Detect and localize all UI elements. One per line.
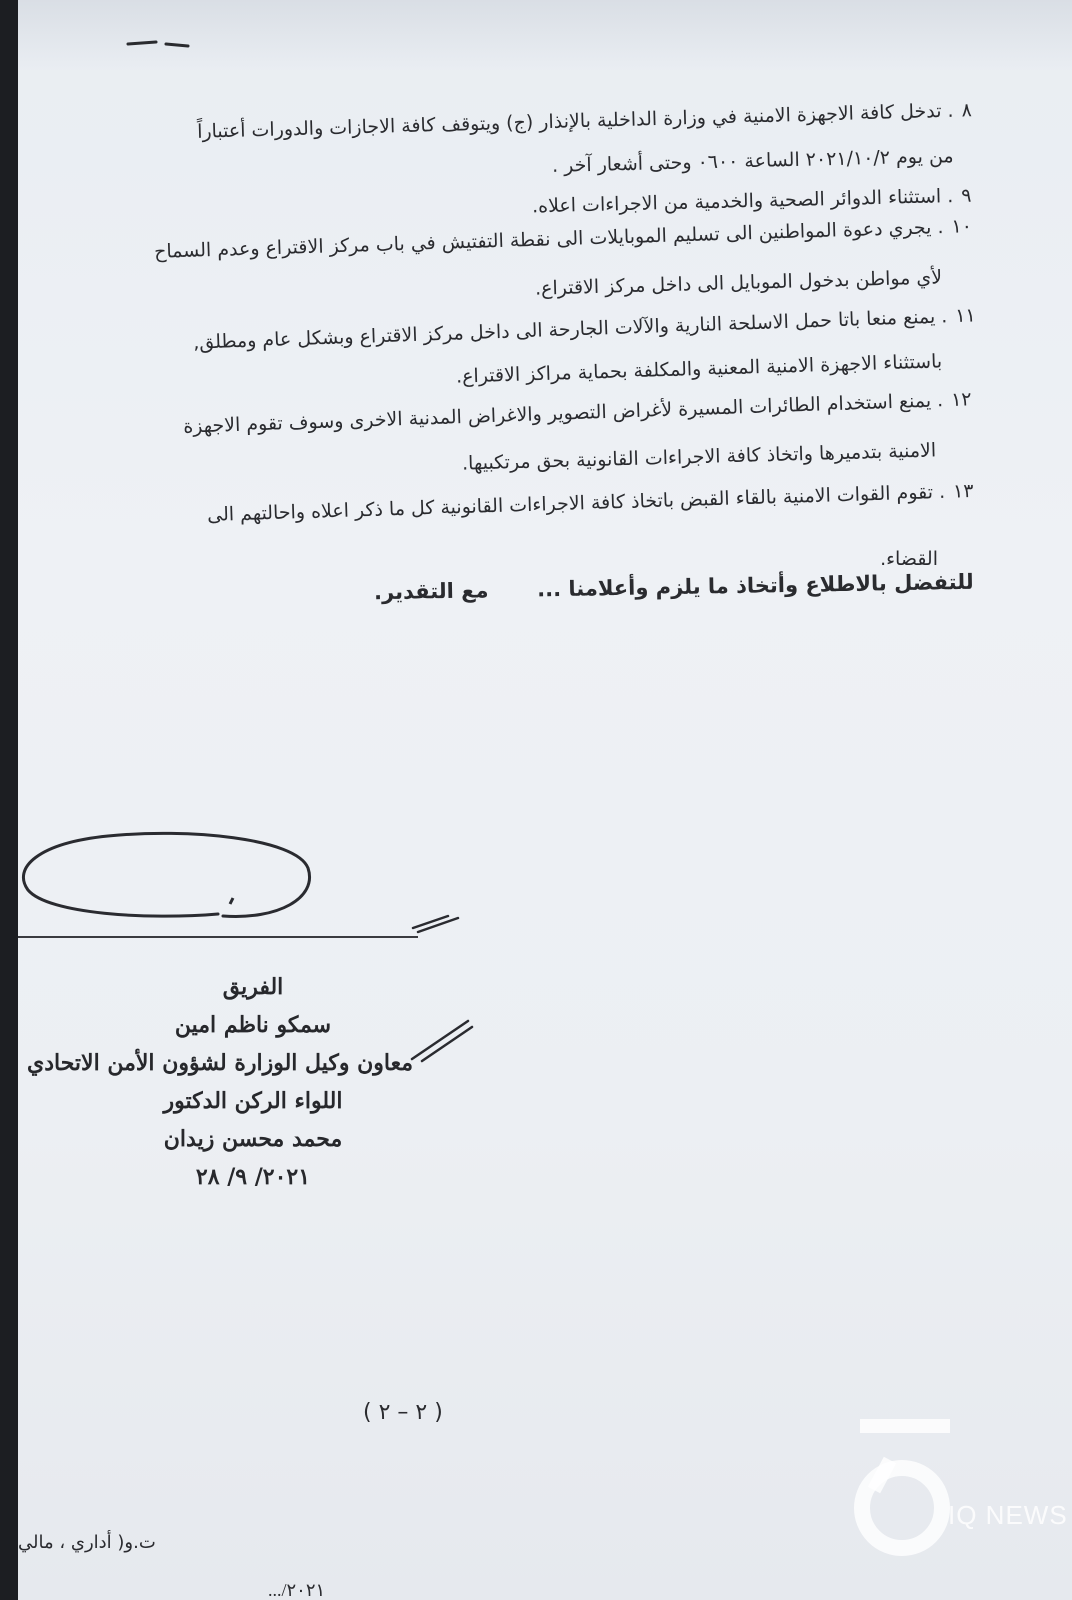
item-text: الامنية بتدميرها واتخاذ كافة الاجراءات القانونية بحق مرتكبيها.: [461, 439, 937, 475]
iq-news-logo-icon: [850, 1420, 1070, 1570]
signer-name-2: محمد محسن زيدان: [163, 1126, 343, 1152]
page-number: ( ٢ – ٢ ): [363, 1400, 443, 1425]
handwritten-signature: [18, 828, 478, 938]
signature-date: ٢٠٢١/ ٩/ ٢٨: [195, 1164, 311, 1190]
item-10: ١٠. يجري دعوة المواطنين الى تسليم الموبايلات الى نقطة التفتيش في باب مركز الاقتراع وعدم السماح: [153, 215, 973, 263]
watermark-brand: IQ NEWS: [948, 1500, 1068, 1530]
top-shadow: [18, 0, 1072, 70]
closing-line: [374, 570, 974, 604]
item-text: القضاء.: [880, 548, 938, 570]
signature-rule: [18, 936, 418, 938]
item-11-continuation: [456, 350, 943, 387]
signer-title: معاون وكيل الوزارة لشؤون الأمن الاتحادي: [26, 1050, 413, 1076]
item-text: استثناء الدوائر الصحية والخدمية من الاجراءات اعلاه.: [532, 185, 942, 218]
signer-rank-2: اللواء الركن الدكتور: [163, 1088, 343, 1114]
item-number: ١٣: [953, 479, 975, 503]
signer-rank: الفريق: [222, 974, 284, 1000]
item-10-continuation: [535, 266, 943, 299]
item-text: تقوم القوات الامنية بالقاء القبض باتخاذ كافة الاجراءات القانونية كل ما ذكر اعلاه واحالتهم الى: [207, 481, 934, 527]
item-8: ٨. تدخل كافة الاجهزة الامنية في وزارة الداخلية بالإنذار (ج) ويتوقف كافة الاجازات والدورات أعتباراً: [196, 99, 973, 143]
header-dash-mark: [126, 38, 196, 52]
footer-date: ٢٠٢١/...: [268, 1580, 326, 1600]
item-13-continuation: [880, 548, 938, 570]
item-text: تدخل كافة الاجهزة الامنية في وزارة الداخلية بالإنذار (ج) ويتوقف كافة الاجازات والدورات أعتباراً: [196, 100, 942, 143]
document-page: [18, 0, 1072, 1600]
item-text: من يوم ٢٠٢١/١٠/٢ الساعة ٠٦٠٠ وحتى أشعار آخر .: [552, 145, 955, 177]
signer-name: سمكو ناظم امين: [174, 1012, 332, 1038]
item-text: لأي مواطن بدخول الموبايل الى داخل مركز الاقتراع.: [534, 266, 943, 300]
signature-block: [18, 968, 488, 1196]
item-text: يجري دعوة المواطنين الى تسليم الموبايلات الى نقطة التفتيش في باب مركز الاقتراع وعدم السماح: [153, 216, 932, 263]
item-number: ١٢: [950, 388, 973, 411]
item-11: ١١. يمنع منعا باتا حمل الاسلحة النارية والآلات الجارحة الى داخل مركز الاقتراع وبشكل عام ومطلق,: [192, 304, 977, 354]
item-text: باستثناء الاجهزة الامنية المعنية والمكلفة بحماية مراكز الاقتراع.: [455, 350, 943, 388]
item-13: ١٣. تقوم القوات الامنية بالقاء القبض باتخاذ كافة الاجراءات القانونية كل ما ذكر اعلاه واحالتهم الى: [207, 479, 975, 527]
item-number: ٨: [961, 99, 973, 122]
item-12-continuation: [462, 439, 937, 474]
signature-check-mark: [408, 1015, 478, 1065]
item-number: ١١: [954, 304, 977, 328]
item-8-continuation: [552, 145, 954, 177]
item-12: ١٢. يمنع استخدام الطائرات المسيرة لأغراض التصوير والاغراض المدنية الاخرى وسوف تقوم الاجهزة: [183, 388, 973, 438]
item-number: ١٠: [951, 215, 973, 238]
closing-request: للتفضل بالاطلاع وأتخاذ ما يلزم وأعلامنا ...: [537, 569, 975, 602]
closing-regards: مع التقدير.: [374, 578, 490, 605]
item-text: يمنع استخدام الطائرات المسيرة لأغراض التصوير والاغراض المدنية الاخرى وسوف تقوم الاجهزة: [183, 389, 932, 438]
item-text: يمنع منعا باتا حمل الاسلحة النارية والآلات الجارحة الى داخل مركز الاقتراع وبشكل عام ومطلق,: [192, 305, 936, 354]
item-9: ٩. استثناء الدوائر الصحية والخدمية من الاجراءات اعلاه.: [532, 184, 973, 218]
footer-copies: ت.و( أداري ، مالي: [18, 1532, 156, 1553]
item-number: ٩: [961, 184, 973, 207]
